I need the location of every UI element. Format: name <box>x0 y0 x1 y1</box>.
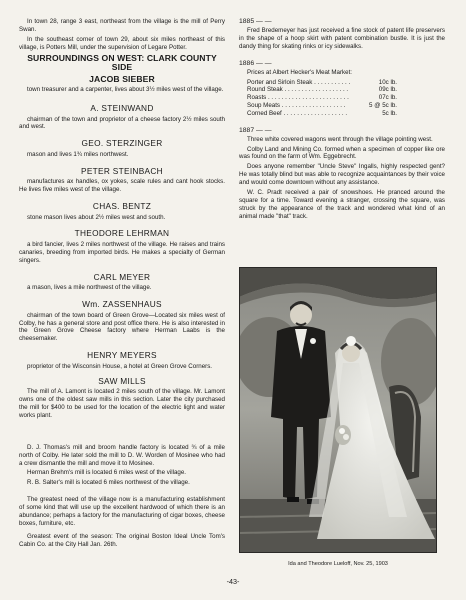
price-row <box>247 102 397 110</box>
heading-steinwand: A. STEINWAND <box>90 103 154 114</box>
price-item: Roasts . . . . . . . . . . . . . . . . . . . . . . . . <box>247 94 349 102</box>
heading-surroundings: SURROUNDINGS ON WEST: CLARK COUNTY SIDE <box>27 52 217 73</box>
spacer <box>19 422 225 444</box>
paragraph-steinbach: manufactures ax handles, ox yokes, scale rules and cant hook stocks. He lives five miles west of the village. <box>19 178 225 194</box>
price-item: Corned Beef . . . . . . . . . . . . . . . . . . . <box>247 109 348 117</box>
heading-bentz: CHAS. BENTZ <box>92 201 152 212</box>
paragraph-potters-mill: In the southeast corner of town 29, about six miles northeast of this village, is Potters Mill, under the supervision of Legare Potter. <box>19 35 225 51</box>
paragraph-swan-mill: In town 28, range 3 east, northeast from the village is the mill of Perry Swan. <box>19 18 225 33</box>
heading-steinbach: PETER STEINBACH <box>81 165 163 176</box>
heading-zassenhaus: Wm. ZASSENHAUS <box>82 299 162 310</box>
paragraph-ingalls: Does anyone remember "Uncle Steve" Ingalls, highly respected gent? He was totally blind but was able to recognize acquaintances by their voice and would come downtown without any assistance. <box>239 163 445 187</box>
paragraph-pradt: W. C. Pradt received a pair of snowshoes. He pranced around the square for a time. Toward evening a stranger, crossing the square, was struck by the appearance of the track and wondered what kind of an animal made "that" track. <box>239 189 445 220</box>
year-1886: 1886 — — <box>239 59 272 67</box>
page-number: -43- <box>226 577 240 586</box>
price-value: 10c lb. <box>378 78 397 86</box>
heading-sterzinger: GEO. STERZINGER <box>81 138 163 149</box>
paragraph-greatest-need: The greatest need of the village now is a manufacturing establishment of some kind that will use up the excellent hardwood of which there is an abundance; perhaps a factory for the manufacturing of cigar boxes, cheese boxes, furniture, etc. <box>19 496 225 527</box>
prices-title: Prices at Albert Hecker's Meat Market: <box>247 68 353 76</box>
price-value: 5c lb. <box>382 109 397 117</box>
price-row <box>247 110 397 118</box>
wedding-photograph <box>239 267 437 553</box>
price-row <box>247 94 397 102</box>
price-value: 07c lb. <box>378 94 397 102</box>
heading-henry-meyers: HENRY MEYERS <box>87 350 157 361</box>
paragraph-lamont-mill: The mill of A. Lamont is located 2 miles south of the village. Mr. Lamont owns one of the oldest saw mills in this section. Later the city purchased the mill for $400 to be used for the location of the electric light and water works plant. <box>19 388 225 419</box>
price-value: 09c lb. <box>378 86 397 94</box>
paragraph-bredemeyer: Fred Bredemeyer has just received a fine stock of patent life preservers in the shape of a hoop skirt with patent combination bustle. It is just the dandy thing for skating rinks or icy sidewalks. <box>239 27 445 50</box>
paragraph-brehm-mill: Herman Brehm's mill is located 6 miles west of the village. <box>27 469 187 477</box>
paragraph-lehrman: a bird fancier, lives 2 miles northwest of the village. He raises and trains canaries, breeding from imported birds. He makes a specialty of German singers. <box>19 240 225 264</box>
photo-caption: Ida and Theodore Lueloff, Nov. 25, 1903 <box>288 561 388 567</box>
price-row <box>247 79 397 87</box>
paragraph-carl-meyer: a mason, lives a mile northwest of the village. <box>27 284 152 292</box>
year-1887: 1887 — — <box>239 126 272 134</box>
heading-carl-meyer: CARL MEYER <box>93 271 151 282</box>
price-row <box>247 86 397 94</box>
left-column <box>19 18 225 551</box>
wedding-photo-image <box>239 267 437 553</box>
paragraph-thomas-mill: D. J. Thomas's mill and broom handle factory is located ¾ of a mile north of Colby. He later sold the mill to D. W. Worden of Mosinee who had a crew dismantle the mill and move it to Mosinee. <box>19 443 225 467</box>
paragraph-salter-mill: R. B. Salter's mill is located 6 miles northwest of the village. <box>27 479 190 487</box>
paragraph-bentz: stone mason lives about 2½ miles west and south. <box>27 213 166 221</box>
meat-price-list <box>247 79 397 118</box>
price-item: Soup Meats . . . . . . . . . . . . . . . . . . . <box>247 102 346 110</box>
spacer <box>19 489 225 496</box>
paragraph-zassenhaus: chairman of the town board of Green Grove—Located six miles west of Colby, he has a general store and post office there. He is also interested in the Green Grove Cheese factory where Herman Laabs is the cheesemaker. <box>19 311 225 343</box>
price-item: Porter and Sirloin Steak . . . . . . . . . . . <box>247 78 351 86</box>
heading-lehrman: THEODORE LEHRMAN <box>74 228 170 239</box>
paragraph-sieber: town treasurer and a carpenter, lives about 3½ miles west of the village. <box>27 86 224 94</box>
price-value: 5 @ 5c lb. <box>369 102 397 110</box>
right-column <box>239 18 445 223</box>
heading-saw-mills: SAW MILLS <box>98 375 146 386</box>
heading-jacob-sieber: JACOB SIEBER <box>89 73 155 84</box>
paragraph-greatest-event: Greatest event of the season: The original Boston Ideal Uncle Tom's Cabin Co. at the City Hall Jan. 26th. <box>19 532 225 548</box>
paragraph-sterzinger: mason and lives 1¾ miles northwest. <box>27 150 129 158</box>
paragraph-colby-land: Colby Land and Mining Co. formed when a specimen of copper like ore was found on the farm of Wm. Eggebrecht. <box>239 145 445 161</box>
paragraph-wagons: Three white covered wagons went through the village pointing west. <box>247 135 433 143</box>
price-item: Round Steak . . . . . . . . . . . . . . . . . . . <box>247 86 349 94</box>
paragraph-steinwand: chairman of the town and proprietor of a cheese factory 2½ miles south and west. <box>19 115 225 131</box>
year-1885: 1885 — — <box>239 18 272 25</box>
paragraph-henry-meyers: proprietor of the Wisconsin House, a hotel at Green Grove Corners. <box>27 362 213 370</box>
